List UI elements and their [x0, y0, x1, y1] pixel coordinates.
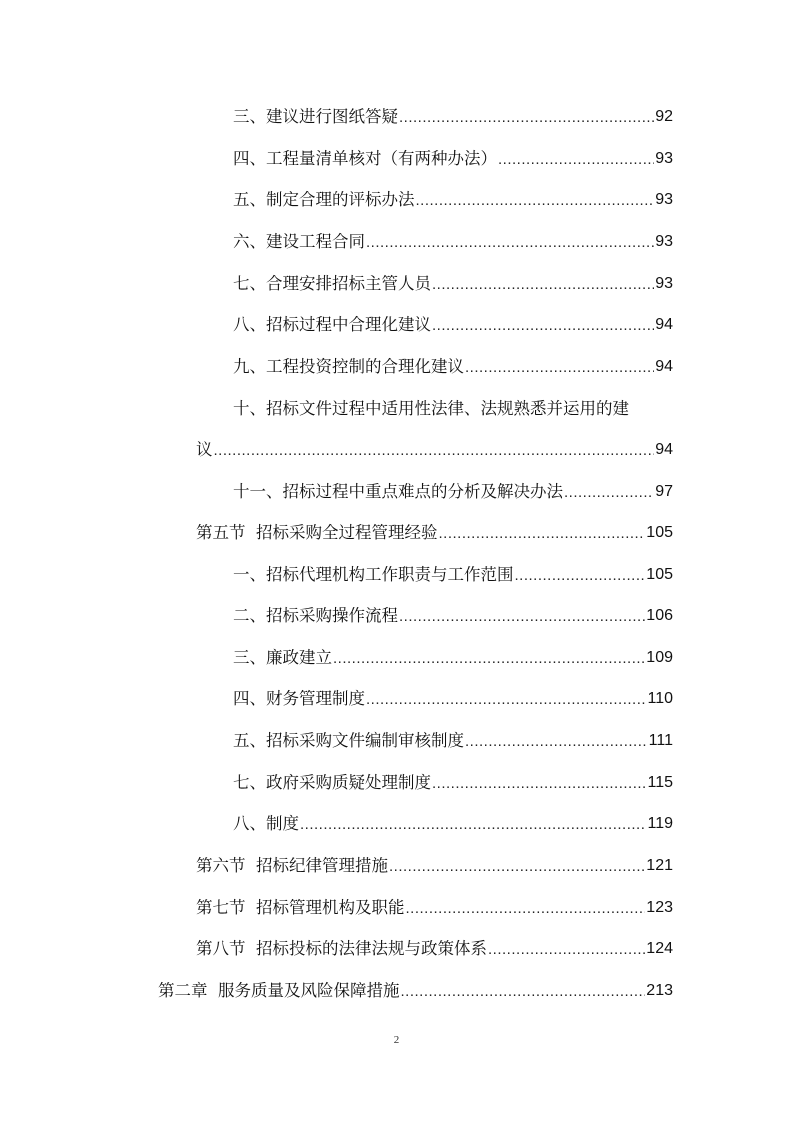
toc-leader-dots: [366, 230, 654, 254]
toc-entry-label: 四、财务管理制度: [233, 689, 365, 708]
toc-entry[interactable]: [233, 355, 673, 379]
toc-entry-label: 第六节 招标纪律管理措施: [196, 856, 388, 875]
toc-section-entry[interactable]: [196, 896, 673, 920]
toc-entry-label: 十一、招标过程中重点难点的分析及解决办法: [233, 482, 563, 501]
toc-entry-label: 五、招标采购文件编制审核制度: [233, 731, 464, 750]
toc-entry-label: 五、制定合理的评标办法: [233, 190, 415, 209]
toc-leader-dots: [399, 604, 645, 628]
toc-entry[interactable]: [196, 438, 673, 462]
toc-entry-page: 93: [655, 275, 673, 292]
toc-entry-page: 121: [646, 857, 673, 874]
toc-entry-page: 106: [646, 607, 673, 624]
toc-chapter-entry[interactable]: [158, 979, 673, 1003]
toc-entry-page: 94: [655, 316, 673, 333]
toc-entry-label: 七、政府采购质疑处理制度: [233, 773, 431, 792]
toc-leader-dots: [399, 105, 654, 129]
toc-entry-page: 105: [646, 566, 673, 583]
toc-entry[interactable]: [233, 480, 673, 504]
toc-entry[interactable]: [233, 105, 673, 129]
toc-entry-label: 七、合理安排招标主管人员: [233, 274, 431, 293]
toc-leader-dots: [465, 729, 648, 753]
toc-entry[interactable]: [233, 771, 673, 795]
toc-leader-dots: [515, 563, 646, 587]
toc-entry[interactable]: [233, 147, 673, 171]
toc-leader-dots: [488, 937, 645, 961]
toc-leader-dots: [401, 979, 646, 1003]
toc-leader-dots: [432, 313, 654, 337]
toc-entry-page: 92: [655, 108, 673, 125]
page-number: 2: [393, 1034, 400, 1046]
toc-entry[interactable]: [233, 812, 673, 836]
toc-entry[interactable]: [233, 646, 673, 670]
toc-entry-label: 二、招标采购操作流程: [233, 606, 398, 625]
toc-entry-page: 97: [655, 483, 673, 500]
toc-leader-dots: [465, 355, 654, 379]
toc-entry-label: 第七节 招标管理机构及职能: [196, 898, 405, 917]
toc-entry-label: 议: [196, 440, 213, 459]
toc-entry[interactable]: [233, 604, 673, 628]
toc-entry[interactable]: [233, 729, 673, 753]
toc-entry-page: 111: [648, 732, 673, 749]
toc-entry-page: 109: [646, 649, 673, 666]
toc-leader-dots: [564, 480, 654, 504]
toc-leader-dots: [300, 812, 646, 836]
toc-entry[interactable]: [233, 313, 673, 337]
toc-section-entry[interactable]: [196, 854, 673, 878]
toc-entry-page: 213: [646, 982, 673, 999]
toc-entry-label: 三、建议进行图纸答疑: [233, 107, 398, 126]
toc-entry[interactable]: [233, 687, 673, 711]
toc-entry-page: 93: [655, 191, 673, 208]
toc-section-entry[interactable]: [196, 937, 673, 961]
toc-entry-page: 94: [655, 441, 673, 458]
toc-entry-label: 四、工程量清单核对（有两种办法）: [233, 149, 497, 168]
toc-section-entry[interactable]: [196, 521, 673, 545]
toc-entry-page: 123: [646, 899, 673, 916]
toc-entry[interactable]: [233, 563, 673, 587]
toc-entry-label: 八、招标过程中合理化建议: [233, 315, 431, 334]
toc-entry-page: 93: [655, 233, 673, 250]
toc-entry-page: 105: [646, 524, 673, 541]
toc-leader-dots: [366, 687, 646, 711]
toc-leader-dots: [333, 646, 645, 670]
toc-leader-dots: [416, 188, 655, 212]
toc-entry[interactable]: [233, 230, 673, 254]
toc-entry-label: 八、制度: [233, 814, 299, 833]
toc-entry-label: 六、建设工程合同: [233, 232, 365, 251]
toc-entry[interactable]: [233, 272, 673, 296]
toc-entry-label: 九、工程投资控制的合理化建议: [233, 357, 464, 376]
toc-leader-dots: [389, 854, 645, 878]
toc-leader-dots: [498, 147, 654, 171]
toc-entry-label: 三、廉政建立: [233, 648, 332, 667]
toc-leader-dots: [439, 521, 646, 545]
toc-entry-page: 110: [647, 690, 673, 707]
toc-entry-label: 第二章 服务质量及风险保障措施: [158, 981, 400, 1000]
toc-entry-page: 124: [646, 940, 673, 957]
toc-entry-label: 第八节 招标投标的法律法规与政策体系: [196, 939, 487, 958]
toc-entry-page: 115: [647, 774, 673, 791]
toc-leader-dots: [432, 771, 646, 795]
toc-entry-page: 93: [655, 150, 673, 167]
toc-leader-dots: [432, 272, 654, 296]
toc-entry-label: 第五节 招标采购全过程管理经验: [196, 523, 438, 542]
toc-entry-label: 一、招标代理机构工作职责与工作范围: [233, 565, 514, 584]
toc-entry-page: 94: [655, 358, 673, 375]
toc-entry-wrapped-line[interactable]: 十、招标文件过程中适用性法律、法规熟悉并运用的建: [233, 399, 629, 418]
toc-entry-page: 119: [647, 815, 673, 832]
toc-leader-dots: [406, 896, 646, 920]
toc-entry[interactable]: [233, 188, 673, 212]
toc-leader-dots: [214, 438, 655, 462]
